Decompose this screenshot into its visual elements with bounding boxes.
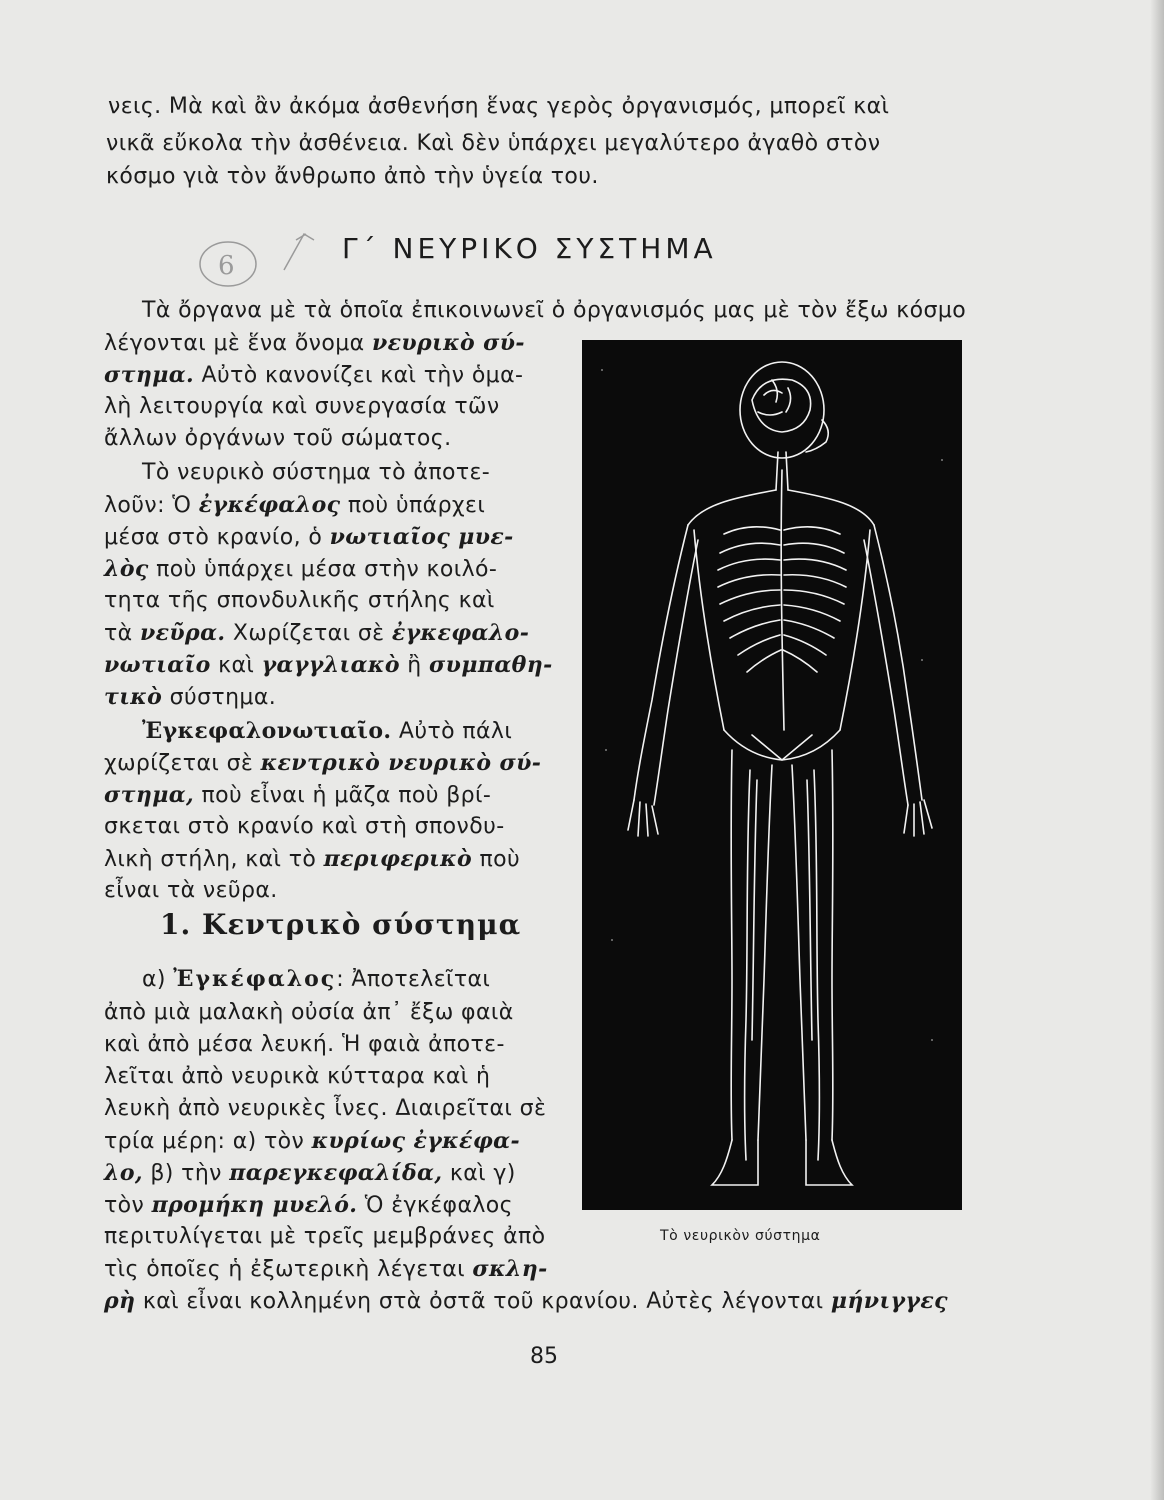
text-line	[104, 492, 485, 518]
term-medulla: προμήκη μυελό.	[151, 1192, 358, 1218]
text-run: ποὺ ὑπάρχει	[340, 493, 486, 518]
term-cerebrospinal-end: νωτιαῖο	[104, 652, 211, 678]
text-run: Αὐτὸ πάλι	[391, 719, 513, 744]
text-line	[104, 1128, 520, 1154]
text-line: τητα τῆς σπονδυλικῆς στήλης καὶ	[104, 588, 495, 613]
term-nervous-system: νευρικὸ σύ-	[371, 330, 525, 356]
text-run: λοῦν: Ὁ	[104, 493, 199, 518]
text-line	[142, 966, 490, 992]
text-line	[104, 1288, 948, 1314]
text-line: νεις. Μὰ καὶ ἂν ἀκόμα ἀσθενήση ἕνας γερὸς ὀργανισμός, μπορεῖ καὶ	[108, 94, 890, 119]
text-run: χωρίζεται σὲ	[104, 751, 261, 776]
text-run: τὰ	[104, 621, 140, 646]
text-run: λέγονται μὲ ἕνα ὄνομα	[104, 331, 372, 356]
term-cerebrum: κυρίως ἐγκέφα-	[311, 1128, 520, 1154]
text-line: Τὰ ὄργανα μὲ τὰ ὁποῖα ἐπικοινωνεῖ ὁ ὀργανισμός μας μὲ τὸν ἔξω κόσμο	[142, 298, 967, 323]
text-line: περιτυλίγεται μὲ τρεῖς μεμβράνες ἀπὸ	[104, 1224, 546, 1249]
text-run: τὶς ὁποῖες ἡ ἐξωτερικὴ λέγεται	[104, 1257, 473, 1282]
text-line	[104, 1192, 513, 1218]
text-run: σύστημα.	[162, 685, 277, 710]
text-line	[104, 782, 491, 808]
handwritten-page-note	[196, 230, 336, 290]
handwritten-mark	[196, 230, 336, 290]
text-run: Ὁ ἐγκέφαλος	[357, 1193, 513, 1218]
text-line	[104, 846, 520, 872]
text-line: λὴ λειτουργία καὶ συνεργασία τῶν	[104, 394, 500, 419]
text-line	[142, 718, 512, 744]
text-line: ἄλλων ὀργάνων τοῦ σώματος.	[104, 426, 452, 451]
text-run: καὶ γ)	[442, 1161, 516, 1186]
text-run: : Ἀποτελεῖται	[336, 967, 491, 992]
figure-caption: Τὸ νευρικὸν σύστημα	[660, 1228, 821, 1244]
text-run: ποὺ	[472, 847, 521, 872]
term-spinal-cord-end: λὸς	[104, 556, 149, 582]
text-run: τρία μέρη: α) τὸν	[104, 1129, 312, 1154]
term-nervous-system-end: στημα.	[104, 362, 195, 388]
nervous-system-illustration	[582, 340, 962, 1210]
page-number: 85	[530, 1344, 558, 1369]
text-line: ἀπὸ μιὰ μαλακὴ οὐσία ἀπ᾿ ἔξω φαιὰ	[104, 1000, 514, 1025]
text-line	[104, 362, 523, 388]
nervous-system-figure	[582, 340, 962, 1210]
text-run: Χωρίζεται σὲ	[225, 621, 392, 646]
text-run: ποὺ ὑπάρχει μέσα στὴν κοιλό-	[148, 557, 498, 582]
text-line	[104, 652, 553, 678]
text-line	[104, 750, 541, 776]
term-sympathetic-end: τικὸ	[104, 684, 163, 710]
text-line: λεῖται ἀπὸ νευρικὰ κύτταρα καὶ ἡ	[104, 1064, 491, 1089]
term-meninges: μήνιγγες	[830, 1288, 948, 1314]
term-cerebellum: παρεγκεφαλίδα,	[229, 1160, 443, 1186]
text-run: λικὴ στήλη, καὶ τὸ	[104, 847, 324, 872]
text-line: εἶναι τὰ νεῦρα.	[104, 878, 278, 903]
text-line	[104, 556, 497, 582]
text-line: λευκὴ ἀπὸ νευρικὲς ἶνες. Διαιρεῖται σὲ	[104, 1096, 547, 1121]
text-line	[104, 684, 276, 710]
term-cerebrospinal: ἐγκεφαλο-	[391, 620, 530, 646]
term-dura: σκλη-	[472, 1256, 548, 1282]
text-run: καὶ εἶναι κολλημένη στὰ ὀστᾶ τοῦ κρανίου. Αὐτὲς λέγονται	[135, 1289, 831, 1314]
term-nerves: νεῦρα.	[139, 620, 226, 646]
term-spinal-cord: νωτιαῖος μυε-	[329, 524, 514, 550]
text-run: μέσα στὸ κρανίο, ὁ	[104, 525, 330, 550]
text-line: κόσμο γιὰ τὸν ἄνθρωπο ἀπὸ τὴν ὑγεία του.	[106, 164, 599, 189]
handwritten-number: 6	[218, 251, 235, 281]
text-line	[104, 620, 529, 646]
text-line	[104, 330, 525, 356]
text-run: καὶ	[210, 653, 262, 678]
section-heading: 1. Κεντρικὸ σύστημα	[160, 908, 522, 941]
text-line	[104, 1256, 548, 1282]
page-edge-shadow	[1150, 0, 1164, 1500]
term-peripheral: περιφερικὸ	[323, 846, 473, 872]
term-brain: ἐγκέφαλος	[198, 492, 341, 518]
term-ganglionic: γαγγλιακὸ	[261, 652, 400, 678]
text-line: καὶ ἀπὸ μέσα λευκή. Ἡ φαιὰ ἀποτε-	[104, 1032, 505, 1057]
term-sympathetic: συμπαθη-	[429, 652, 553, 678]
subheading-brain: Ἐγκέφαλος	[173, 966, 337, 992]
text-run: β) τὴν	[142, 1161, 230, 1186]
text-run: τὸν	[104, 1193, 152, 1218]
text-line: Τὸ νευρικὸ σύστημα τὸ ἀποτε-	[142, 460, 491, 485]
term-central-nervous-system-end: στημα,	[104, 782, 195, 808]
text-line: νικᾶ εὔκολα τὴν ἀσθένεια. Καὶ δὲν ὑπάρχει μεγαλύτερο ἀγαθὸ στὸν	[106, 131, 881, 156]
text-run: Αὐτὸ κανονίζει καὶ τὴν ὁμα-	[194, 363, 524, 388]
chapter-title: Γ΄ ΝΕΥΡΙΚΟ ΣΥΣΤΗΜΑ	[342, 232, 717, 265]
term-central-nervous-system: κεντρικὸ νευρικὸ σύ-	[260, 750, 542, 776]
term-dura-end: ρὴ	[104, 1288, 136, 1314]
text-run: α)	[142, 967, 174, 992]
text-run: ἢ	[399, 653, 430, 678]
subheading-cerebrospinal: Ἐγκεφαλονωτιαῖο.	[142, 718, 392, 744]
text-line: σκεται στὸ κρανίο καὶ στὴ σπονδυ-	[104, 814, 505, 839]
term-cerebrum-end: λο,	[104, 1160, 143, 1186]
text-run: ποὺ εἶναι ἡ μᾶζα ποὺ βρί-	[194, 783, 492, 808]
text-line	[104, 524, 514, 550]
text-line	[104, 1160, 516, 1186]
